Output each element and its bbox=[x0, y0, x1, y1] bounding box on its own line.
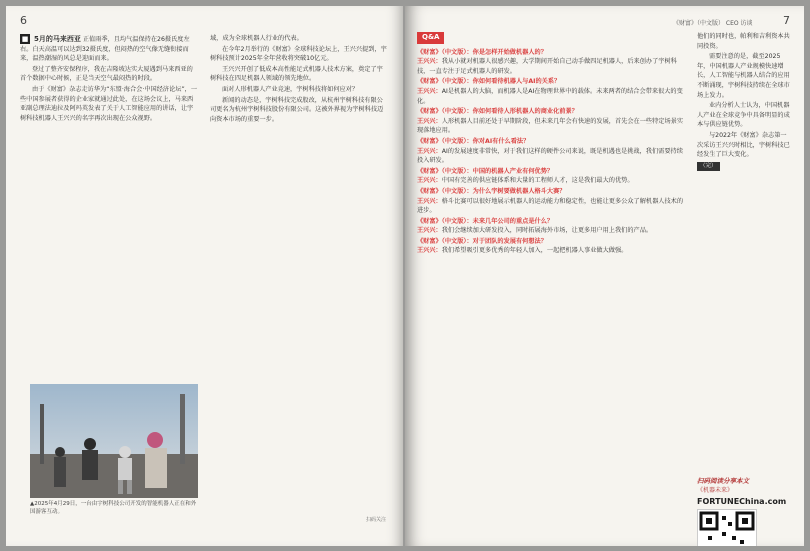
qa-question: 《财富》（中文版）：为什么宇树要做机器人格斗大赛？ bbox=[417, 187, 566, 195]
qa-speaker: 王兴兴： bbox=[417, 87, 442, 95]
qa-answer: AI的发展速度非常快，对于我们这样的硬件公司来说，既是机遇也是挑战，我们需要持续投入研发。 bbox=[417, 147, 683, 165]
qa-answer: AI是机器人的大脑，而机器人是AI在物理世界中的载体。未来两者的结合会带来很大的变化。 bbox=[417, 87, 683, 105]
qa-answer: 格斗比赛可以很好地展示机器人的运动能力和稳定性，也能让更多公众了解机器人技术的进步。 bbox=[417, 197, 684, 215]
article-paragraph: 面对人形机器人产业竞速，宇树科技将如何应对？ bbox=[222, 85, 359, 93]
qr-share-box bbox=[697, 476, 787, 546]
article-paragraph: 他们的同时也，帕利和吉利资本共同投资。 bbox=[697, 33, 790, 50]
qa-item bbox=[417, 187, 687, 216]
footer-mark: 扫码关注 bbox=[366, 517, 387, 523]
right-page bbox=[405, 6, 804, 546]
article-lead-paragraph bbox=[20, 34, 198, 64]
article-paragraph: 在今年2月举行的《财富》全球科技论坛上，王兴兴提到，宇树科技预计2025年全年营收将突破10亿元。 bbox=[210, 45, 387, 63]
qa-question: 《财富》（中文版）：你对AI有什么看法？ bbox=[417, 137, 530, 145]
qr-brand: FORTUNEChina.com bbox=[697, 497, 787, 506]
page-header: 《财富》（中文版） CEO 访谈 bbox=[673, 20, 753, 27]
qa-question: 《财富》（中文版）：你是怎样开始做机器人的？ bbox=[417, 48, 547, 56]
qa-item bbox=[417, 48, 687, 77]
photo-caption: ▲2025年4月29日，一台由宇树科技公司开发的智能机器人正在和外国游客互动。 bbox=[30, 501, 197, 515]
qa-question: 《财富》（中文版）：你如何看待人形机器人的商业化前景？ bbox=[417, 108, 578, 116]
article-paragraph: 域，成为全球机器人行业的代表。 bbox=[210, 35, 303, 42]
qr-title: 扫码阅读分享本文 bbox=[697, 477, 749, 485]
article-paragraph: 由于《财富》杂志走访华为“东盟·海合会·中国经济论坛”，一些中国参展者获得的企业家就通过此处，在这场会议上，马来西亚副总理法迪拉及阿玛英发表了关于人工智能应用的讲话，让宇树科技机器人王兴兴的名字再次出现在公众视野。 bbox=[20, 85, 198, 122]
qa-answer: 中国有完善的供应链体系和大量的工程师人才，这是我们最大的优势。 bbox=[441, 177, 634, 185]
qa-speaker: 王兴兴： bbox=[417, 177, 442, 185]
qa-item bbox=[417, 237, 687, 256]
qr-code-icon[interactable] bbox=[697, 509, 757, 546]
qa-answer: 我从小就对机器人很感兴趣，大学期间开始自己动手做四足机器人，后来创办了宇树科技，一直专注于足式机器人的研发。 bbox=[417, 58, 677, 75]
qa-answer: 我们希望吸引更多优秀的年轻人加入，一起把机器人事业做大做强。 bbox=[441, 247, 628, 255]
left-page bbox=[6, 6, 403, 546]
qa-speaker: 王兴兴： bbox=[417, 117, 442, 125]
article-column-3 bbox=[697, 32, 791, 171]
article-lead: 5月的马来西亚 bbox=[33, 35, 81, 43]
article-column-1 bbox=[20, 34, 198, 124]
article-paragraph: 王兴兴开创了低成本高性能足式机器人技术方案，奠定了宇树科技在四足机器人领域的领先地位。 bbox=[210, 65, 383, 83]
qa-item bbox=[417, 217, 687, 236]
article-column-2 bbox=[210, 34, 388, 125]
qa-item bbox=[417, 167, 687, 186]
qr-subtitle: 《机器未来》 bbox=[697, 487, 734, 494]
qa-question: 《财富》（中文版）：未来几年公司的重点是什么？ bbox=[417, 217, 554, 225]
dropcap: ■ bbox=[21, 35, 29, 43]
qa-answer: 我们会继续加大研发投入，同时拓展海外市场，让更多用户用上我们的产品。 bbox=[441, 227, 653, 235]
robot-photo bbox=[30, 384, 198, 498]
qa-speaker: 王兴兴： bbox=[417, 227, 442, 235]
article-paragraph: 新闻的动态是，宇树科技完成股改，从杭州宇树科技有限公司更名为杭州宇树科技股份有限公司。这被外界视为宇树科技迈向资本市场的重要一步。 bbox=[210, 96, 384, 123]
article-paragraph: 需要注意的是，截至2025年，中国机器人产业规模快速增长，人工智能与机器人结合的应用不断涌现，宇树科技持续在全球市场上发力。 bbox=[697, 53, 790, 99]
qa-label: Q&A bbox=[417, 32, 444, 44]
page-number: 6 bbox=[20, 14, 27, 27]
qa-item bbox=[417, 77, 687, 106]
article-paragraph: 业内分析人士认为，中国机器人产业在全球竞争中具备明显的成本与供应链优势。 bbox=[697, 102, 790, 129]
qa-item bbox=[417, 137, 687, 166]
qa-speaker: 王兴兴： bbox=[417, 197, 442, 205]
qa-section bbox=[417, 32, 687, 257]
qa-speaker: 王兴兴： bbox=[417, 147, 442, 155]
qa-question: 《财富》（中文版）：对于团队的发展有何想法？ bbox=[417, 237, 547, 245]
qa-item bbox=[417, 107, 687, 136]
qa-question: 《财富》（中文版）：你如何看待机器人与AI的关系？ bbox=[417, 78, 561, 86]
end-mark: （完） bbox=[697, 162, 720, 172]
qa-speaker: 王兴兴： bbox=[417, 58, 442, 66]
article-paragraph: 登过了整齐安保程序，我在吉隆坡达实大厦遇到马来西亚的首个数据中心时候，正是当天空气最闷热的时段。 bbox=[20, 65, 193, 83]
qa-answer: 人形机器人目前还处于早期阶段，但未来几年会有快速的发展，首先会在一些特定场景实现落地应用。 bbox=[417, 117, 684, 135]
article-paragraph: 正值雨季，且均气温保持在26摄氏度左右。白天高温可以达到32摄氏度，但闷热的空气像无缝衔接而来，温热潮湿的风总是迎面而来。 bbox=[20, 36, 190, 63]
qa-speaker: 王兴兴： bbox=[417, 247, 442, 255]
page-number: 7 bbox=[783, 14, 790, 27]
article-paragraph: 与2022年《财富》杂志第一次采访王兴兴时相比，宇树科技已经发生了巨大变化。 bbox=[697, 131, 790, 159]
qa-question: 《财富》（中文版）：中国的机器人产业有何优势？ bbox=[417, 167, 554, 175]
